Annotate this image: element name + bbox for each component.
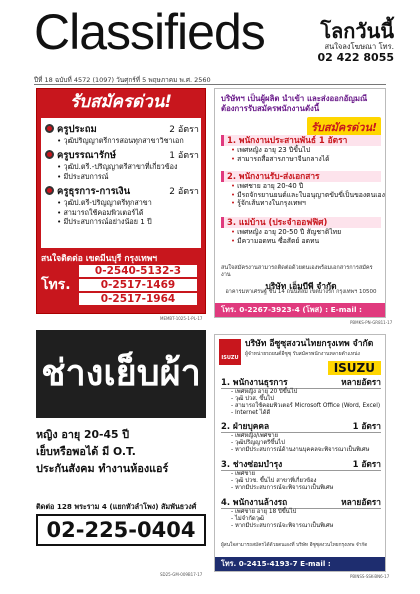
job-title: ครูธุรการ-การเงิน xyxy=(57,186,131,197)
job-requirement: - เพศหญิง อายุ 20 ปีขึ้นไป xyxy=(221,389,381,396)
ad3-requirement: เย็บหรือพอได้ มี O.T. xyxy=(36,445,136,458)
isuzu-logo: ISUZU xyxy=(219,339,241,365)
ad1-phones xyxy=(41,265,201,305)
job-item xyxy=(221,171,385,208)
job-requirement: • สามารถสื่อสารภาษาจีนกลางได้ xyxy=(221,155,381,164)
job-title: ครูประถม xyxy=(57,124,97,135)
ad3-address: ติดต่อ 128 พระราม 4 (แยกหัวลำโพง) สัมพันธวงศ์ xyxy=(36,502,197,511)
job-item xyxy=(221,459,381,492)
job-title: 3. ช่างซ่อมบำรุง xyxy=(221,459,283,469)
bullet-icon xyxy=(45,124,54,133)
job-requirement: • เพศหญิง อายุ 23 ปีขึ้นไป xyxy=(221,146,381,155)
ad2-address: อาคารมหาเศรษฐ์ ชั้น 14 ถนนสีลม เขตบางรัก กรุงเทพฯ 10500 xyxy=(225,289,377,295)
ad2-contact-bar: โทร. 0-2267-3923-4 (โพส) : E-mail : mngmanee@ksc.th.com xyxy=(215,303,385,317)
phone-number: 0-2517-1964 xyxy=(79,293,197,305)
job-title: 4. พนักงานล้างรถ xyxy=(221,497,288,507)
job-item xyxy=(221,217,381,245)
job-requirement: • เพศหญิง อายุ 20-50 ปี สัญชาติไทย xyxy=(221,228,381,237)
ad2-heading: บริษัทฯ เป็นผู้ผลิต นำเข้า และส่งออกอัญมณี ต้องการรับสมัครพนักงานดังนี้ xyxy=(221,94,368,113)
job-title: ครูบรรณารักษ์ xyxy=(57,150,116,161)
ad4-company: บริษัท อีซูซุสงวนไทยกรุงเทพ จำกัด xyxy=(245,339,374,349)
job-requirement: • รู้จักเส้นทางในกรุงเทพฯ xyxy=(221,199,381,208)
ad-teacher-recruitment xyxy=(36,88,206,314)
job-requirement: • มีประสบการณ์อย่างน้อย 1 ปี xyxy=(45,217,199,227)
job-title: 3. แม่บ้าน (ประจำออฟฟิศ) xyxy=(221,217,381,228)
ad-code: MEMBT-1025-1-PL-17 xyxy=(160,316,203,321)
ad2-company: บริษัท เอ็มบีพี จำกัด xyxy=(265,281,337,291)
job-item xyxy=(221,421,381,454)
ad3-requirement: ประกันสังคม ทำงานห้องแอร์ xyxy=(36,462,169,475)
ad-code: PBINSS-SSK-BN6-17 xyxy=(350,574,390,579)
ad4-brand: ISUZU xyxy=(328,361,381,375)
job-requirement: - หากมีประสบการณ์ด้านงานบุคคลจะพิจารณาเป็นพิเศษ xyxy=(221,447,381,454)
brand-logo: โลกวันนี้ xyxy=(320,19,394,43)
job-requirement: - วุฒิปริญญาตรีขึ้นไป xyxy=(221,440,381,447)
job-requirement: • เพศชาย อายุ 20-40 ปี xyxy=(221,182,381,191)
ad3-requirement: หญิง อายุ 20-45 ปี xyxy=(36,428,130,441)
ad1-job-list xyxy=(41,118,201,248)
ad1-contact: สนใจติดต่อ เขตมีนบุรี กรุงเทพฯ xyxy=(41,254,158,264)
job-requirement: - วุฒิ ปวช. ขึ้นไป สาขาที่เกี่ยวข้อง xyxy=(221,478,381,485)
brand-phone: 02 422 8055 xyxy=(317,51,394,64)
job-count: หลายอัตรา xyxy=(341,497,381,507)
job-title: 2. พนักงานรับ-ส่งเอกสาร xyxy=(221,171,381,182)
ad-seamstress xyxy=(36,330,206,570)
job-requirement: - วุฒิ ปวส. ขึ้นไป xyxy=(221,396,381,403)
job-count: 2 อัตรา xyxy=(169,125,199,135)
job-requirement: - เพศชาย อายุ 18 ปีขึ้นไป xyxy=(221,509,381,516)
job-requirement: - เพศหญิง/เพศชาย xyxy=(221,433,381,440)
job-requirement: • สามารถใช้คอมพิวเตอร์ได้ xyxy=(45,208,199,218)
ad3-banner: ช่างเย็บผ้า xyxy=(36,330,206,418)
job-requirement: - Internet ได้ดี xyxy=(221,410,381,417)
job-requirement: - เพศชาย xyxy=(221,471,381,478)
ad-code: PBMKS-PN-GR811-17 xyxy=(350,320,393,325)
job-count: 1 อัตรา xyxy=(352,421,381,431)
job-requirement: • วุฒิปริญญาตรีการสอนทุกสาขาวิชาเอก xyxy=(45,136,199,146)
issue-line: ปีที่ 18 ฉบับที่ 4572 (1097) วันศุกร์ที่ 5 พฤษภาคม พ.ศ. 2560 xyxy=(34,76,211,84)
job-requirement: • มีรถจักรยานยนต์และใบอนุญาตขับขี่เป็นของตนเอง xyxy=(221,191,381,200)
job-item xyxy=(221,497,381,530)
job-requirement: - ไม่จำกัดวุฒิ xyxy=(221,516,381,523)
bullet-icon xyxy=(45,186,54,195)
job-count: 1 อัตรา xyxy=(169,151,199,161)
ad4-tagline: ผู้จำหน่ายรถยนต์อีซูซุ รับสมัครพนักงานหลายตำแหน่ง xyxy=(245,351,360,357)
job-requirement: - หากมีประสบการณ์จะพิจารณาเป็นพิเศษ xyxy=(221,485,381,492)
job-requirement: • วุฒิป.ตรี-ปริญญาตรีทุกสาขา xyxy=(45,198,199,208)
job-requirement: • มีความอดทน ซื่อสัตย์ อดทน xyxy=(221,237,381,246)
ad4-apply-note: ผู้สนใจสามารถสมัครได้ด้วยตนเองที่ บริษัท อีซูซุสงวนไทยกรุงเทพ จำกัด xyxy=(221,543,368,548)
job-requirement: • วุฒิป.ตรี.-ปริญญาตรีสาขาที่เกี่ยวข้อง xyxy=(45,162,199,172)
job-item xyxy=(45,150,199,181)
tel-label: โทร. xyxy=(41,277,71,293)
job-item xyxy=(45,124,199,146)
job-count: 1 อัตรา xyxy=(352,459,381,469)
job-count: 2 อัตรา xyxy=(169,187,199,197)
ad3-requirements xyxy=(36,426,206,477)
job-title: 1. พนักงานประสานพันธ์ 1 อัตรา xyxy=(221,135,381,146)
job-requirement: - สามารถใช้คอมพิวเตอร์ Microsoft Office (Word, Excel) xyxy=(221,403,381,410)
job-title: 1. พนักงานธุรการ xyxy=(221,377,288,387)
ad3-phone: 02-225-0404 xyxy=(36,514,206,546)
job-count: หลายอัตรา xyxy=(341,377,381,387)
job-item xyxy=(221,135,381,163)
job-requirement: • มีประสบการณ์ xyxy=(45,172,199,182)
section-title: Classifieds xyxy=(34,4,265,60)
newspaper-brand xyxy=(274,20,394,64)
page-header xyxy=(0,0,420,64)
job-item xyxy=(45,186,199,227)
brand-subtitle: สนใจลงโฆษณา โทร. xyxy=(324,42,394,51)
job-item xyxy=(221,377,381,417)
bullet-icon xyxy=(45,150,54,159)
job-requirement: - หากมีประสบการณ์จะพิจารณาเป็นพิเศษ xyxy=(221,523,381,530)
phone-number: 0-2540-5132-3 xyxy=(79,265,197,277)
ad1-banner: รับสมัครด่วน! xyxy=(70,92,172,112)
ad-code: SD25-GM-009B17-17 xyxy=(160,572,203,577)
ad4-contact-bar: โทร. 0-2415-4193-7 E-mail : sskmc11@hotmail.com xyxy=(215,557,385,571)
job-title: 2. ฝ่ายบุคคล xyxy=(221,421,270,431)
header-divider xyxy=(34,84,386,85)
phone-number: 0-2517-1469 xyxy=(79,279,197,291)
ad2-banner: รับสมัครด่วน! xyxy=(307,117,381,137)
ad2-apply-note: สนใจสมัครงานสามารถติดต่อด้วยตนเองพร้อมเอกสารการสมัครงาน xyxy=(221,265,373,278)
